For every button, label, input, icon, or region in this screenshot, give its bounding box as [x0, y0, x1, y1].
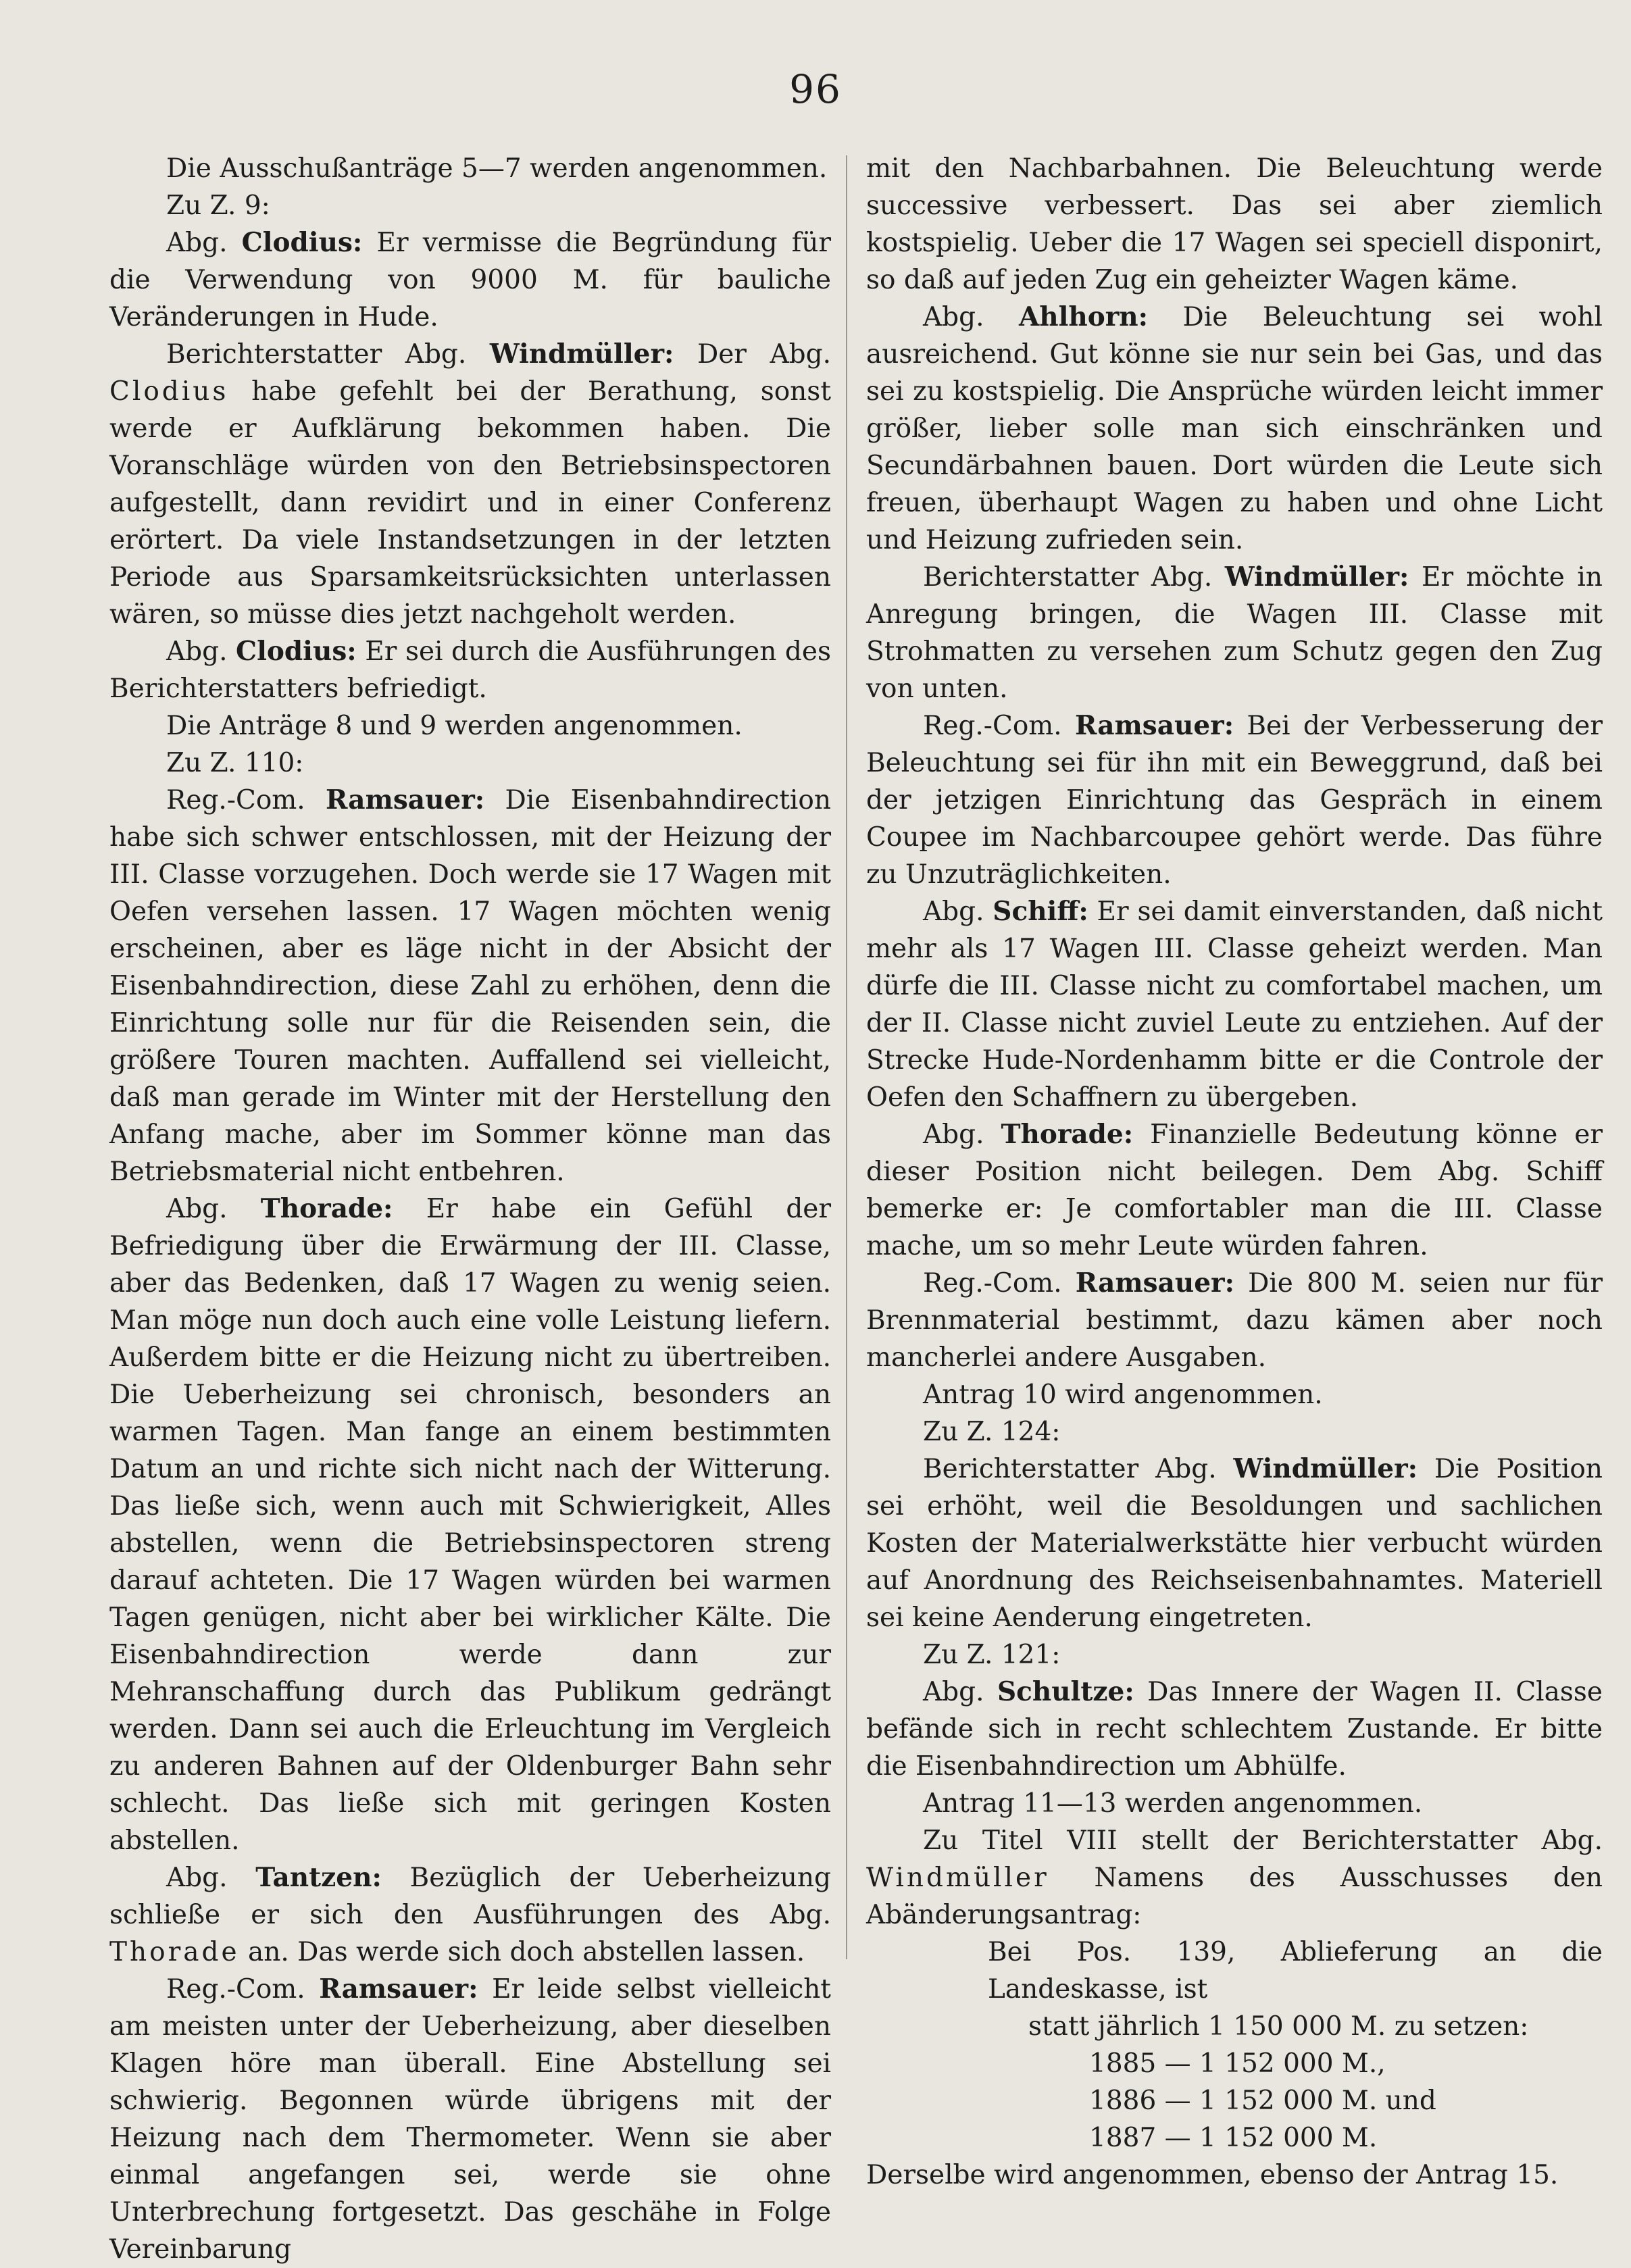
speaker-role: Abg. — [166, 1194, 261, 1224]
speaker-name: Clodius: — [241, 227, 363, 258]
section-heading: Zu Z. 121: — [923, 1640, 1061, 1670]
speech-paragraph — [866, 1116, 1603, 1265]
paragraph: mit den Nachbarbahnen. Die Beleuchtung werde successive verbessert. Das sei aber ziemlich kostspielig. Ueber die 17 Wagen sei speciell disponirt, so daß auf jeden Zug ein geheizter Wagen käme. — [866, 153, 1603, 295]
speaker-role: Reg.-Com. — [923, 711, 1075, 741]
speech-paragraph — [866, 1451, 1603, 1636]
speech-text: Die Beleuchtung sei wohl ausreichend. Gut könne sie nur sein bei Gas, und das sei zu kostspielig. Die Ansprüche würden leicht immer größer, lieber solle man sich einschränken und Secundärbahnen bauen. Dort würden die Leute sich freuen, überhaupt Wagen zu haben und ohne Licht und Heizung zufrieden sein. — [866, 302, 1603, 555]
paragraph: Die Anträge 8 und 9 werden angenommen. — [166, 711, 743, 741]
speaker-name: Clodius: — [236, 636, 357, 667]
amendment-line: statt jährlich 1 150 000 M. zu setzen: — [1028, 2011, 1529, 2042]
section-heading: Zu Z. 9: — [166, 191, 270, 221]
speech-text: Die Eisenbahndirection habe sich schwer entschlossen, mit der Heizung der III. Classe vorzugehen. Doch werde sie 17 Wagen mit Oefen versehen lassen. 17 Wagen möchten wenig erscheinen, aber es läge nicht in der Absicht der Eisenbahndirection, diese Zahl zu erhöhen, denn die Einrichtung solle nur für die Reisenden sein, die größere Touren machten. Auffallend sei vielleicht, daß man gerade im Winter mit der Herstellung den Anfang mache, aber im Sommer könne man das Betriebsmaterial nicht entbehren. — [109, 785, 831, 1187]
column-divider — [846, 155, 847, 1959]
paragraph: Antrag 10 wird angenommen. — [923, 1380, 1323, 1410]
year-amount-line: 1887 — 1 152 000 M. — [1089, 2123, 1378, 2153]
spaced-name: Windmüller — [866, 1863, 1049, 1893]
speaker-name: Windmüller: — [489, 338, 674, 370]
speech-text: Er sei damit einverstanden, daß nicht mehr als 17 Wagen III. Classe geheizt werden. Man dürfe die III. Classe nicht zu comfortabel machen, um der II. Classe nicht zuviel Leute zu entziehen. Auf der Strecke Hude-Nordenhamm bitte er die Controle der Oefen den Schaffnern zu übergeben. — [866, 897, 1603, 1113]
speaker-role: Berichterstatter Abg. — [923, 1454, 1234, 1484]
speech-paragraph — [109, 782, 831, 1190]
speech-text: Er sei durch die Ausführungen des Berichterstatters befriedigt. — [109, 636, 831, 704]
speech-text: Bezüglich der Ueberheizung schließe er sich den Ausführungen des Abg. — [109, 1863, 831, 1930]
amendment-line: Bei Pos. 139, Ablieferung an die Landeskasse, ist — [988, 1937, 1603, 2005]
speaker-role: Abg. — [166, 636, 236, 667]
speaker-name: Tantzen: — [255, 1862, 382, 1893]
spaced-name: Thorade — [109, 1937, 240, 1967]
speaker-role: Berichterstatter Abg. — [166, 339, 490, 370]
speaker-role: Abg. — [166, 228, 242, 258]
speaker-role: Abg. — [923, 897, 993, 927]
paragraph-text: Zu Titel VIII stellt der Berichterstatter Abg. — [923, 1825, 1603, 1856]
paragraph: Die Ausschußanträge 5—7 werden angenommen. — [166, 153, 828, 184]
paragraph — [866, 1822, 1603, 1934]
speech-text: habe gefehlt bei der Berathung, sonst werde er Aufklärung bekommen haben. Die Voranschläge würden von den Betriebsinspectoren aufgestellt, dann revidirt und in einer Conferenz erörtert. Da viele Instandsetzungen in der letzten Periode aus Sparsamkeitsrücksichten unterlassen wären, so müsse dies jetzt nachgeholt werden. — [109, 376, 831, 630]
speech-text: Finanzielle Bedeutung könne er dieser Position nicht beilegen. Dem Abg. Schiff bemerke er: Je comfortabler man die III. Classe mache, um so mehr Leute würden fahren. — [866, 1119, 1603, 1261]
speech-paragraph — [109, 633, 831, 707]
speech-paragraph — [109, 1859, 831, 1971]
speaker-name: Ramsauer: — [319, 1973, 478, 2005]
speaker-role: Reg.-Com. — [923, 1268, 1076, 1299]
year-amount-line: 1885 — 1 152 000 M., — [1089, 2048, 1386, 2079]
section-heading: Zu Z. 124: — [923, 1417, 1061, 1447]
speaker-role: Abg. — [923, 1677, 997, 1707]
left-column — [109, 150, 831, 2268]
speaker-name: Ramsauer: — [1075, 1267, 1234, 1299]
speaker-role: Abg. — [166, 1863, 256, 1893]
speech-paragraph — [109, 1971, 831, 2268]
speech-paragraph — [866, 707, 1603, 893]
speaker-role: Abg. — [923, 302, 1019, 332]
speaker-role: Reg.-Com. — [166, 1974, 320, 2005]
speaker-name: Ramsauer: — [326, 784, 485, 815]
speech-text: Er vermisse die Begründung für die Verwendung von 9000 M. für bauliche Veränderungen in Hude. — [109, 228, 831, 332]
speaker-name: Schultze: — [997, 1676, 1134, 1707]
speaker-name: Thorade: — [260, 1193, 393, 1224]
speaker-name: Windmüller: — [1233, 1453, 1418, 1484]
year-amount-line: 1886 — 1 152 000 M. und — [1089, 2086, 1436, 2116]
page-number: 96 — [789, 66, 842, 112]
speaker-name: Schiff: — [993, 896, 1088, 927]
speaker-name: Ahlhorn: — [1018, 301, 1149, 332]
speech-paragraph — [109, 1190, 831, 1859]
speech-text: Er leide selbst vielleicht am meisten unter der Ueberheizung, aber dieselben Klagen höre man überall. Eine Abstellung sei schwierig. Begonnen würde übrigens mit der Heizung nach dem Thermometer. Wenn sie aber einmal angefangen sei, werde sie ohne Unterbrechung fortgesetzt. Das geschähe in Folge Vereinbarung — [109, 1974, 831, 2265]
speech-paragraph — [109, 224, 831, 336]
speaker-role: Berichterstatter Abg. — [923, 562, 1225, 593]
speech-paragraph — [866, 893, 1603, 1116]
speech-text: Die Position sei erhöht, weil die Besoldungen und sachlichen Kosten der Materialwerkstätte hier verbucht würden auf Anordnung des Reichseisenbahnamtes. Materiell sei keine Aenderung eingetreten. — [866, 1454, 1603, 1633]
speech-paragraph — [866, 559, 1603, 707]
speech-paragraph — [109, 336, 831, 633]
right-column — [866, 150, 1603, 2194]
spaced-name: Clodius — [109, 376, 229, 407]
paragraph-text: Namens des Ausschusses den Abänderungsantrag: — [866, 1863, 1603, 1930]
speech-text: Bei der Verbesserung der Beleuchtung sei für ihn mit ein Beweggrund, daß bei der jetzigen Einrichtung das Gespräch in einem Coupee im Nachbarcoupee gehört werde. Das führe zu Unzuträglichkeiten. — [866, 711, 1603, 890]
speech-paragraph — [866, 1673, 1603, 1785]
speech-text: Die 800 M. seien nur für Brennmaterial bestimmt, dazu kämen aber noch mancherlei andere Ausgaben. — [866, 1268, 1603, 1373]
speech-text: Er habe ein Gefühl der Befriedigung über die Erwärmung der III. Classe, aber das Bedenken, daß 17 Wagen zu wenig seien. Man möge nun doch auch eine volle Leistung liefern. Außerdem bitte er die Heizung nicht zu übertreiben. Die Ueberheizung sei chronisch, besonders an warmen Tagen. Man fange an einem bestimmten Datum an und richte sich nicht nach der Witterung. Das ließe sich, wenn auch mit Schwierigkeit, Alles abstellen, wenn die Betriebsinspectoren streng darauf achteten. Die 17 Wagen würden bei warmen Tagen genügen, nicht aber bei wirklicher Kälte. Die Eisenbahndirection werde dann zur Mehranschaffung durch das Publikum gedrängt werden. Dann sei auch die Erleuchtung im Vergleich zu anderen Bahnen auf der Oldenburger Bahn sehr schlecht. Das ließe sich mit geringen Kosten abstellen. — [109, 1194, 832, 1856]
section-heading: Zu Z. 110: — [166, 748, 304, 778]
paragraph: Antrag 11—13 werden angenommen. — [923, 1788, 1423, 1819]
paragraph: Derselbe wird angenommen, ebenso der Antrag 15. — [866, 2160, 1559, 2190]
speech-text: an. Das werde sich doch abstellen lassen. — [239, 1937, 805, 1967]
speech-text: Der Abg. — [674, 339, 831, 370]
speaker-name: Thorade: — [1001, 1119, 1134, 1150]
speech-paragraph — [866, 1265, 1603, 1376]
speech-text: Er möchte in Anregung bringen, die Wagen III. Classe mit Strohmatten zu versehen zum Schutz gegen den Zug von unten. — [866, 562, 1603, 704]
speech-text: Das Innere der Wagen II. Classe befände sich in recht schlechtem Zustande. Er bitte die Eisenbahndirection um Abhülfe. — [866, 1677, 1603, 1782]
speaker-role: Reg.-Com. — [166, 785, 326, 815]
speech-paragraph — [866, 299, 1603, 559]
speaker-role: Abg. — [923, 1119, 1001, 1150]
speaker-name: Ramsauer: — [1074, 710, 1234, 741]
speaker-name: Windmüller: — [1224, 561, 1409, 593]
